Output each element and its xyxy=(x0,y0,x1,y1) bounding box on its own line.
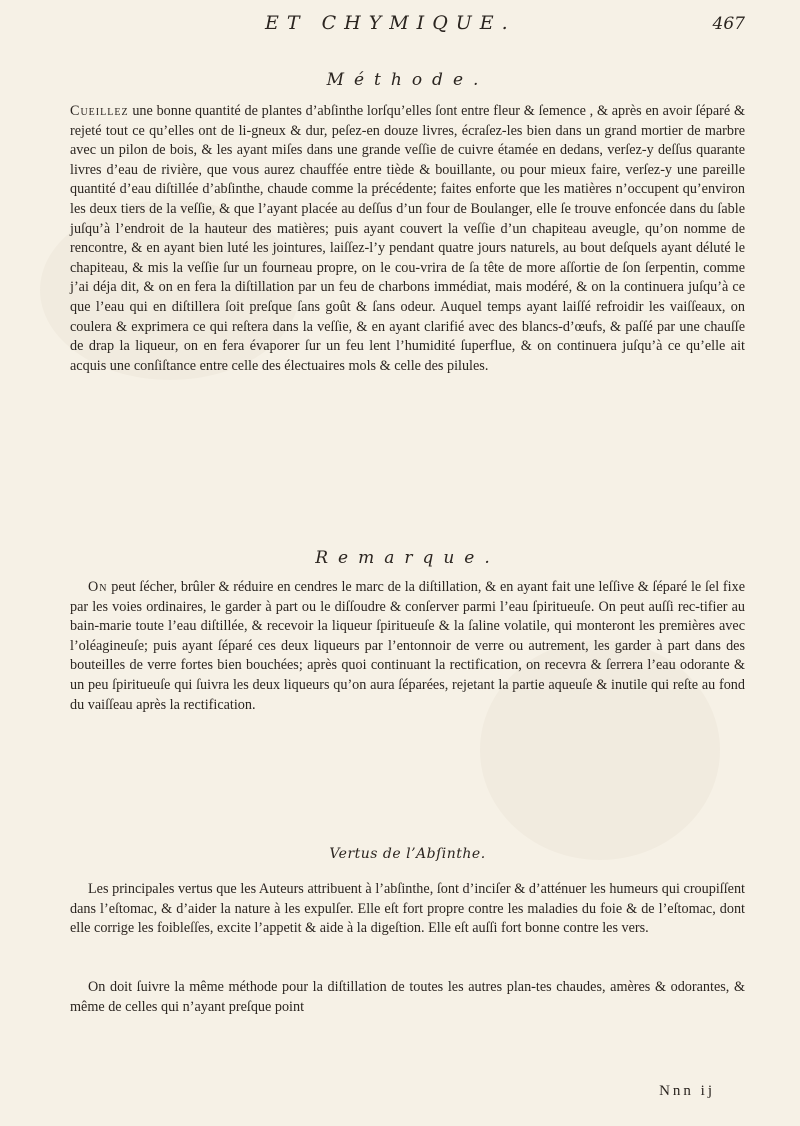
vertus-title: Vertus de l’Abſinthe. xyxy=(329,846,486,862)
section-title: Méthode. xyxy=(326,70,489,90)
paragraph-lead: On xyxy=(88,579,108,595)
paragraph-methode-autres xyxy=(70,978,745,1017)
paragraph-remarque xyxy=(70,578,745,715)
page-number: 467 xyxy=(712,14,745,34)
paragraph-vertus xyxy=(70,880,745,939)
signature-mark: Nnn ij xyxy=(659,1083,715,1099)
paragraph-methode xyxy=(70,102,745,376)
paragraph-text: Les principales vertus que les Auteurs attribuent à l’abſinthe, ſont d’inciſer & d’atténuer les humeurs qui croupiſſent dans l’eſtomac, & d’aider la nature à les expulſer. Elle eſt fort propre contre les maladies du foie & de l’eſtomac, dont elle corrige les foibleſſes, excite l’appetit & aide à la digeſtion. Elle eſt auſſi fort bonne contre les vers. xyxy=(70,881,745,937)
running-head xyxy=(70,8,745,48)
paragraph-text: une bonne quantité de plantes d’abſinthe lorſqu’elles ſont entre fleur & ſemence , & après en avoir ſéparé & rejeté tout ce qu’elles ont de li-gneux & dur, peſez-en douze livres, écraſez-les bien dans un grand mortier de marbre avec un pilon de bois, & les ayant miſes dans une grande veſſie de cuivre étamée en dedans, verſez-y deſſus quarante livres d’eau de rivière, que vous aurez chauffée entre tiède & bouillante, ou pour mieux faire, verſez-y une pareille quantité d’eau diſtillée d’abſinthe, chaude comme la précédente; faites enforte que les matières n’occupent qu’environ les deux tiers de la veſſie, & que l’ayant placée au deſſus d’un four de Boulanger, elle ſe trouve enfoncée dans du ſable juſqu’à l’endroit de la hauteur des matières; puis ayant couvert la veſſie d’un chapiteau aveugle, qu’on nomme de rencontre, & en ayant bien luté les jointures, laiſſez-l’y pendant quatre jours naturels, au bout deſquels ayant déluté le chapiteau, & mis la veſſie ſur un fourneau propre, on le cou-vrira de ſa tête de more aſſortie de ſon ſerpentin, comme j’ai déja dit, & on en fera la diſtillation par un feu de charbons immédiat, mais modéré, & on la continuera juſqu’à ce que l’eau qui en diſtillera ſoit preſque ſans goût & ſans odeur. Auquel temps ayant laiſſé refroidir les vaiſſeaux, on coulera & exprimera ce qui reſtera dans la veſſie, & en ayant clarifié avec des blancs-d’œufs, & paſſé par une chauſſe de drap la liqueur, on en fera évaporer ſur un feu lent l’humidité ſuperflue, & on continuera juſqu’à ce qu’elle ait acquis une conſiſtance entre celle des électuaires mols & celle des pilules. xyxy=(70,103,745,374)
paragraph-lead: Cueillez xyxy=(70,103,129,119)
paragraph-text: peut ſécher, brûler & réduire en cendres le marc de la diſtillation, & en ayant fait une leſſive & ſéparé le ſel fixe par les voies ordinaires, le garder à part ou le diſſoudre & conſerver parmi l’eau ſpiritueuſe. On peut auſſi rec-tifier au bain-marie toute l’eau diſtillée, & recevoir la liqueur ſpiritueuſe & la ſaline volatile, qui monteront les premières avec l’oléagineuſe; puis ayant ſéparé ces deux liqueurs par l’entonnoir de verre ou autrement, les garder à part dans des bouteilles de verre fortes bien bouchées; après quoi continuant la rectification, on recevra & ſerrera l’eau odorante & un peu ſpiritueuſe qui ſuivra les deux liqueurs qu’on aura ſéparées, rejetant la partie aqueuſe & inutile qui reſte au fond du vaiſſeau après la rectification. xyxy=(70,579,745,713)
running-head-title: ET CHYMIQUE. xyxy=(265,12,516,34)
remarque-title: Remarque. xyxy=(315,548,500,568)
paragraph-text: On doit ſuivre la même méthode pour la diſtillation de toutes les autres plan-tes chaudes, amères & odorantes, & même de celles qui n’ayant preſque point xyxy=(70,979,745,1015)
